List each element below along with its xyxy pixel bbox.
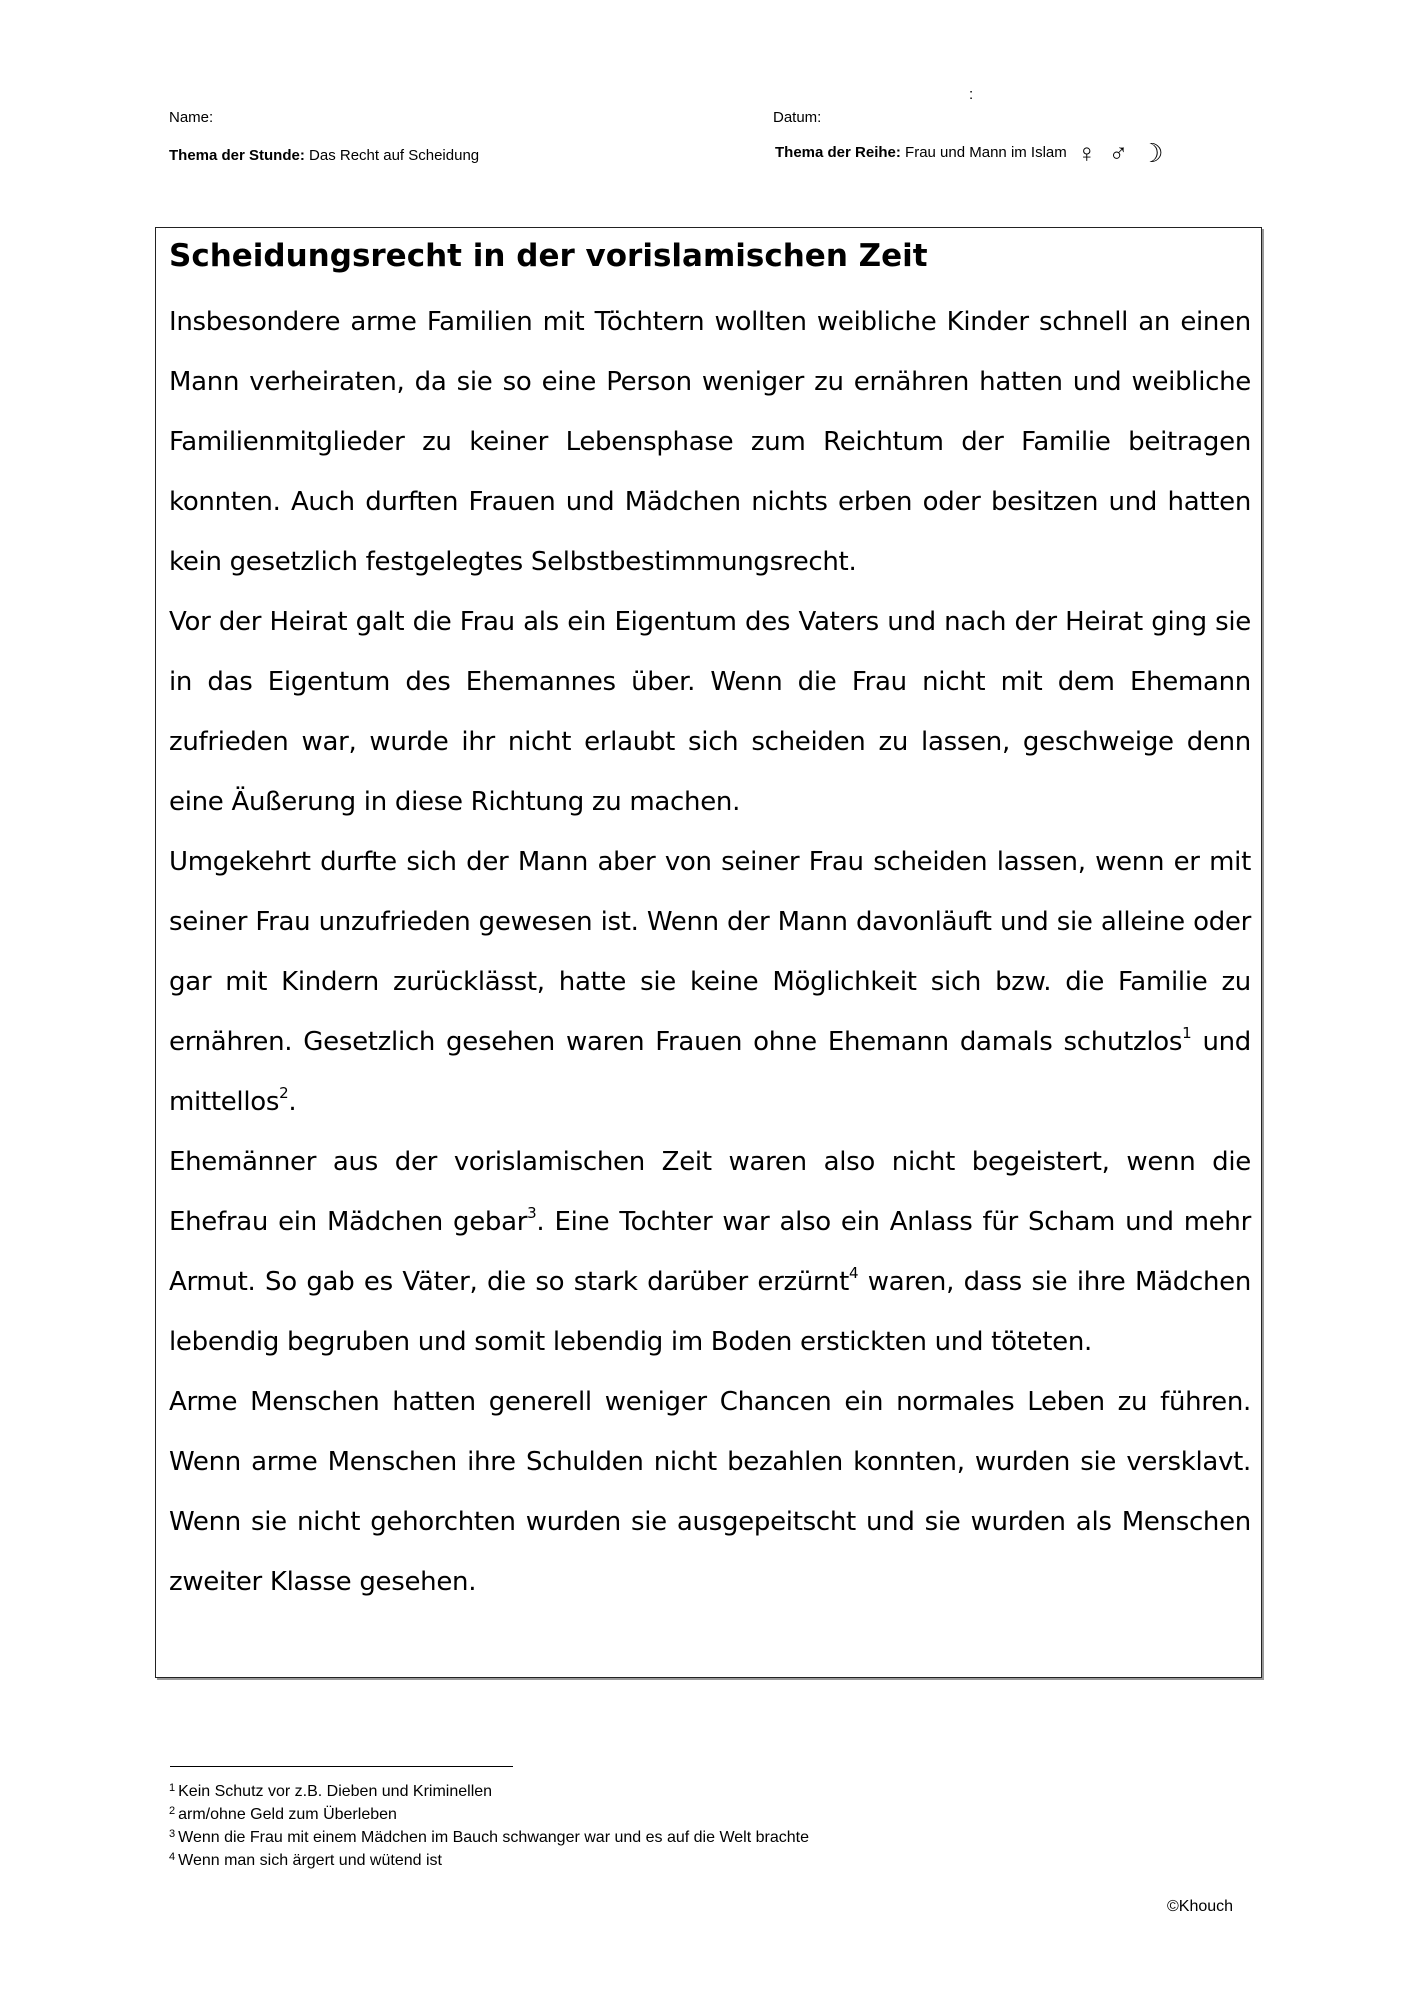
- box-title: Scheidungsrecht in der vorislamischen Zeit: [169, 238, 928, 274]
- footnote-2: [169, 1803, 809, 1826]
- paragraph-4-text-c: waren, dass sie ihre Mädchen lebendig begruben und somit lebendig im Boden erstickten und töteten.: [169, 1267, 1252, 1357]
- paragraph-3: [169, 832, 1251, 1132]
- footnote-ref-4: 4: [849, 1264, 859, 1282]
- paragraph-4: [169, 1132, 1251, 1372]
- paragraph-4-text-a: Ehemänner aus der vorislamischen Zeit waren also nicht begeistert, wenn die Ehefrau ein Mädchen gebar: [169, 1147, 1251, 1237]
- series-topic-value: Frau und Mann im Islam: [905, 143, 1067, 161]
- paragraph-2: Vor der Heirat galt die Frau als ein Eigentum des Vaters und nach der Heirat ging sie in das Eigentum des Ehemannes über. Wenn die Frau nicht mit dem Ehemann zufrieden war, wurde ihr nicht erlaubt sich scheiden zu lassen, geschweige denn eine Äußerung in diese Richtung zu machen.: [169, 607, 1251, 817]
- series-topic: [775, 140, 1164, 166]
- lesson-topic-label: Thema der Stunde:: [169, 147, 305, 164]
- paragraph-3-text-c: .: [288, 1087, 297, 1117]
- footnote-ref-1: 1: [1182, 1024, 1192, 1042]
- footnote-4-text: Wenn man sich ärgert und wütend ist: [178, 1852, 442, 1869]
- footnote-3: [169, 1826, 809, 1849]
- footnote-1-text: Kein Schutz vor z.B. Dieben und Kriminellen: [178, 1783, 493, 1800]
- footnotes: [169, 1780, 809, 1872]
- paragraph-4-text-b: . Eine Tochter war also ein Anlass für Scham und mehr Armut. So gab es Väter, die so stark darüber erzürnt: [169, 1207, 1251, 1297]
- footnote-divider: [170, 1766, 513, 1767]
- footnote-ref-2: 2: [279, 1084, 289, 1102]
- lesson-topic: [169, 147, 479, 165]
- copyright: ©Khouch: [1167, 1898, 1234, 1915]
- name-label: Name:: [169, 109, 214, 126]
- male-symbol-icon: ♂: [1108, 138, 1129, 168]
- lesson-topic-value: Das Recht auf Scheidung: [309, 147, 480, 164]
- female-symbol-icon: ♀: [1076, 138, 1097, 168]
- footnote-4-num: 4: [169, 1851, 176, 1863]
- footnote-1-num: 1: [169, 1782, 176, 1794]
- paragraph-3-text-b: und mittellos: [169, 1027, 1252, 1117]
- footnote-2-text: arm/ohne Geld zum Überleben: [178, 1806, 397, 1823]
- header-colon: :: [969, 86, 974, 103]
- series-topic-label: Thema der Reihe:: [775, 143, 901, 161]
- footnote-3-num: 3: [169, 1828, 176, 1840]
- paragraph-5: Arme Menschen hatten generell weniger Chancen ein normales Leben zu führen. Wenn arme Menschen ihre Schulden nicht bezahlen konnten, wurden sie versklavt. Wenn sie nicht gehorchten wurden sie ausgepeitscht und sie wurden als Menschen zweiter Klasse gesehen.: [169, 1387, 1251, 1597]
- crescent-moon-icon: ☽: [1140, 138, 1164, 168]
- footnote-ref-3: 3: [527, 1204, 537, 1222]
- footnote-4: [169, 1849, 809, 1872]
- paragraph-3-text-a: Umgekehrt durfte sich der Mann aber von seiner Frau scheiden lassen, wenn er mit seiner Frau unzufrieden gewesen ist. Wenn der Mann davonläuft und sie alleine oder gar mit Kindern zurücklässt, hatte sie keine Möglichkeit sich bzw. die Familie zu ernähren. Gesetzlich gesehen waren Frauen ohne Ehemann damals schutzlos: [169, 847, 1251, 1057]
- footnote-2-num: 2: [169, 1805, 176, 1817]
- date-label: Datum:: [773, 109, 822, 126]
- footnote-1: [169, 1780, 809, 1803]
- paragraph-1: Insbesondere arme Familien mit Töchtern wollten weibliche Kinder schnell an einen Mann verheiraten, da sie so eine Person weniger zu ernähren hatten und weibliche Familienmitglieder zu keiner Lebensphase zum Reichtum der Familie beitragen konnten. Auch durften Frauen und Mädchen nichts erben oder besitzen und hatten kein gesetzlich festgelegtes Selbstbestimmungsrecht.: [169, 307, 1251, 577]
- box-body: [169, 292, 1251, 1612]
- footnote-3-text: Wenn die Frau mit einem Mädchen im Bauch schwanger war und es auf die Welt brachte: [178, 1829, 809, 1846]
